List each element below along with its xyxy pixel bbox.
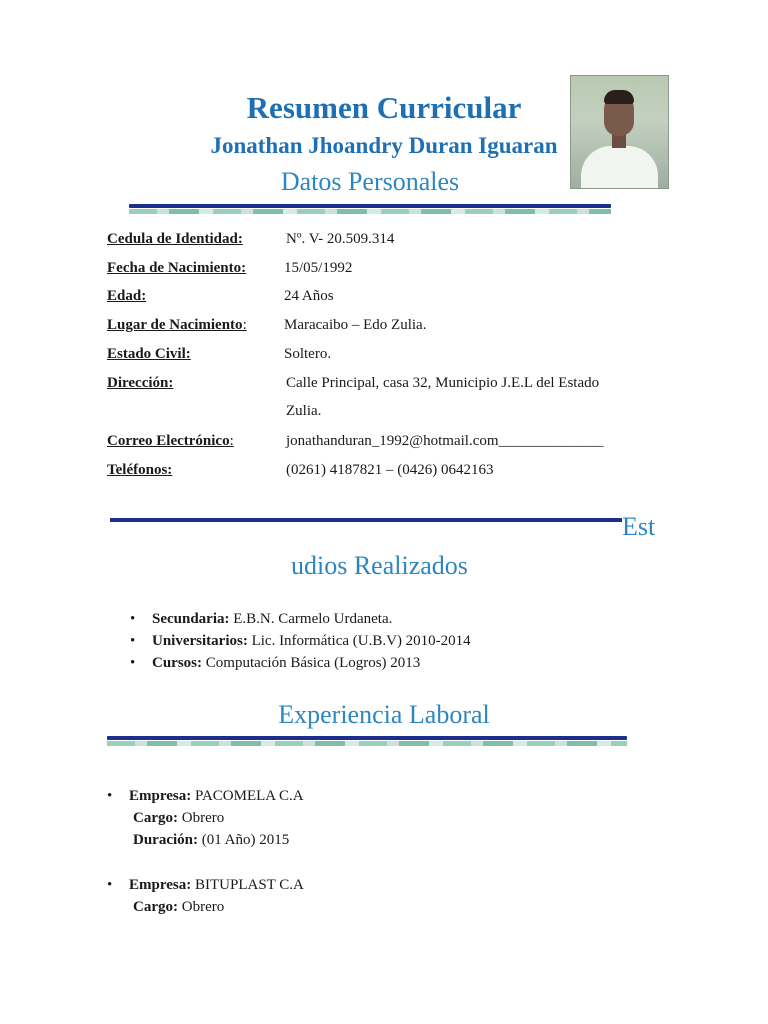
- field-fecha: [107, 258, 246, 278]
- field-label: Fecha de Nacimiento:: [107, 260, 247, 276]
- list-item: [130, 652, 650, 674]
- field-label: Dirección:: [107, 375, 174, 391]
- section-heading-estudios-part2: udios Realizados: [291, 551, 468, 580]
- item-value: Computación Básica (Logros) 2013: [202, 655, 421, 671]
- list-item: [130, 630, 650, 652]
- empresa-value: PACOMELA C.A: [191, 788, 304, 804]
- section-heading-datos: Datos Personales: [280, 167, 460, 196]
- duracion-label: Duración:: [133, 832, 198, 848]
- field-value: 24 Años: [284, 288, 334, 304]
- field-lugar: [107, 315, 247, 335]
- field-label: Teléfonos:: [107, 462, 173, 478]
- field-value: Soltero.: [284, 346, 332, 362]
- field-direccion: [107, 373, 173, 393]
- field-value: Calle Principal, casa 32, Municipio J.E.L del Estado: [286, 375, 600, 391]
- estudios-list: [130, 608, 650, 674]
- section-rule-shadow: [129, 209, 611, 214]
- empresa-label: Empresa:: [129, 877, 192, 893]
- empresa-label: Empresa:: [129, 788, 192, 804]
- field-label: Lugar de Nacimiento: [107, 317, 243, 333]
- item-value: Lic. Informática (U.B.V) 2010-2014: [247, 633, 471, 649]
- cargo-label: Cargo:: [133, 899, 178, 915]
- field-label: Cedula de Identidad:: [107, 231, 243, 247]
- field-label-colon: :: [229, 433, 234, 449]
- job-empresa: [107, 874, 667, 896]
- field-value: Nº. V- 20.509.314: [286, 231, 395, 247]
- job-empresa: [107, 785, 667, 807]
- section-rule: [110, 518, 622, 522]
- job-entry: [107, 785, 667, 851]
- section-rule: [107, 736, 627, 740]
- job-duracion: [107, 829, 667, 851]
- field-value-line2: Zulia.: [286, 403, 322, 419]
- item-label: Cursos:: [152, 655, 203, 671]
- field-label: Estado Civil:: [107, 346, 191, 362]
- section-heading-estudios-part1: Est: [622, 512, 656, 541]
- resume-title: Resumen Curricular: [246, 90, 522, 125]
- field-label: Edad:: [107, 288, 147, 304]
- field-correo: [107, 431, 234, 451]
- field-cedula: [107, 229, 243, 249]
- item-label: Secundaria:: [152, 611, 230, 627]
- job-cargo: [107, 896, 667, 918]
- item-label: Universitarios:: [152, 633, 248, 649]
- section-heading-experiencia: Experiencia Laboral: [278, 700, 490, 729]
- field-value: jonathanduran_1992@hotmail.com______________: [286, 433, 604, 449]
- empresa-value: BITUPLAST C.A: [191, 877, 304, 893]
- field-telefonos: [107, 460, 172, 480]
- bullet: •: [107, 788, 113, 804]
- field-value: Maracaibo – Edo Zulia.: [284, 317, 427, 333]
- section-rule-shadow: [107, 741, 627, 746]
- list-item: [130, 608, 650, 630]
- section-rule: [129, 204, 611, 208]
- field-label-colon: :: [242, 317, 247, 333]
- field-edad: [107, 286, 146, 306]
- person-name: Jonathan Jhoandry Duran Iguaran: [210, 133, 558, 158]
- duracion-value: (01 Año) 2015: [198, 832, 290, 848]
- item-value: E.B.N. Carmelo Urdaneta.: [229, 611, 393, 627]
- cargo-value: Obrero: [178, 899, 225, 915]
- field-label: Correo Electrónico: [107, 433, 230, 449]
- bullet: •: [107, 877, 113, 893]
- cargo-label: Cargo:: [133, 810, 178, 826]
- field-estado-civil: [107, 344, 191, 364]
- field-value: (0261) 4187821 – (0426) 0642163: [286, 462, 494, 478]
- field-value: 15/05/1992: [284, 260, 353, 276]
- job-cargo: [107, 807, 667, 829]
- cargo-value: Obrero: [178, 810, 225, 826]
- job-entry: [107, 874, 667, 918]
